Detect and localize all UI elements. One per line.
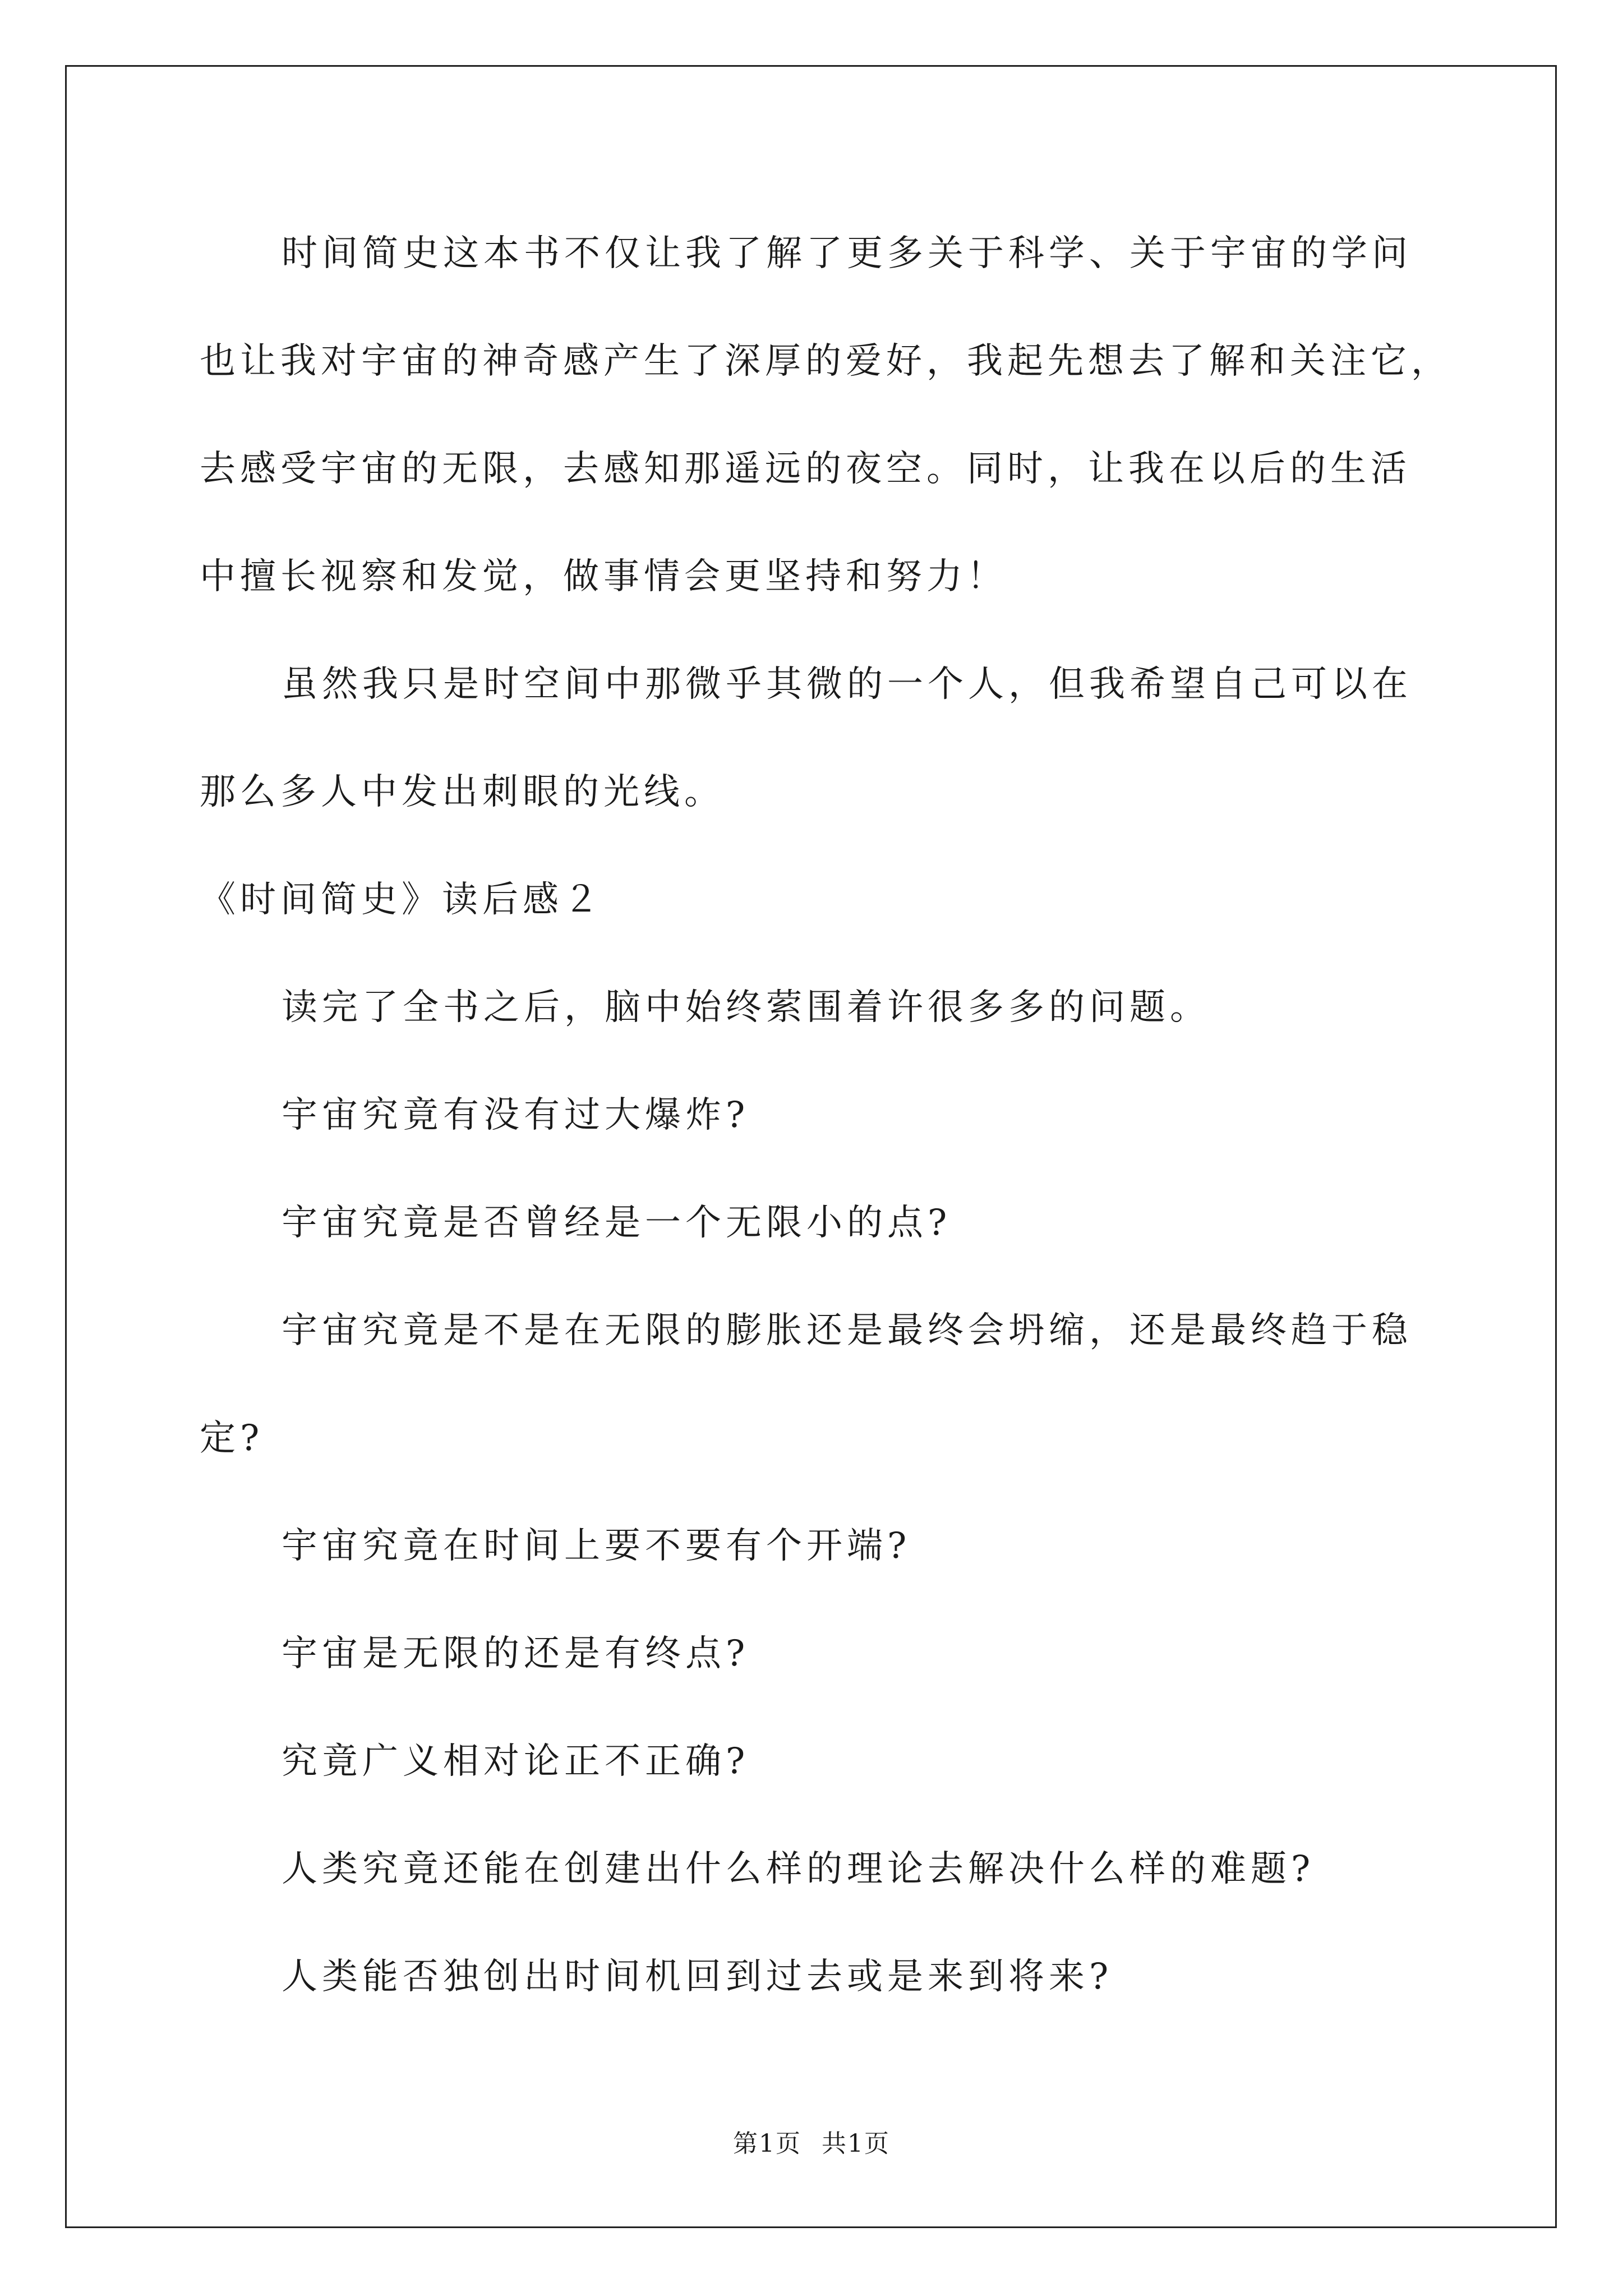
section-heading: 《时间简史》读后感２ xyxy=(200,879,603,921)
page-number-total: 共1页 xyxy=(822,2129,890,2158)
paragraph-line: 人类能否独创出时间机回到过去或是来到将来? xyxy=(282,1956,1113,1998)
paragraph-line: 定? xyxy=(200,1418,264,1459)
paragraph-line: 宇宙究竟是不是在无限的膨胀还是最终会坍缩，还是最终趋于稳 xyxy=(282,1310,1412,1351)
paragraph-line: 宇宙是无限的还是有终点? xyxy=(282,1633,750,1674)
page-footer xyxy=(0,2127,1623,2161)
paragraph-line: 时间简史这本书不仅让我了解了更多关于科学、关于宇宙的学问 xyxy=(282,233,1412,274)
paragraph-line: 那么多人中发出刺眼的光线。 xyxy=(200,771,725,813)
paragraph-line: 究竟广义相对论正不正确? xyxy=(282,1741,750,1782)
paragraph-line: 去感受宇宙的无限，去感知那遥远的夜空。同时，让我在以后的生活 xyxy=(200,448,1411,490)
page-number-current: 第1页 xyxy=(733,2129,801,2158)
paragraph-line: 宇宙究竟有没有过大爆炸? xyxy=(282,1094,750,1136)
paragraph-line: 宇宙究竟在时间上要不要有个开端? xyxy=(282,1525,911,1567)
paragraph-line: 也让我对宇宙的神奇感产生了深厚的爱好，我起先想去了解和关注它， xyxy=(200,341,1451,382)
paragraph-line: 虽然我只是时空间中那微乎其微的一个人，但我希望自己可以在 xyxy=(282,664,1412,705)
paragraph-line: 中擅长视察和发觉，做事情会更坚持和努力！ xyxy=(200,556,1007,597)
paragraph-line: 读完了全书之后，脑中始终萦围着许很多多的问题。 xyxy=(282,987,1210,1028)
paragraph-line: 人类究竟还能在创建出什么样的理论去解决什么样的难题? xyxy=(282,1848,1315,1890)
paragraph-line: 宇宙究竟是否曾经是一个无限小的点? xyxy=(282,1202,952,1244)
page-border xyxy=(65,65,1557,2228)
